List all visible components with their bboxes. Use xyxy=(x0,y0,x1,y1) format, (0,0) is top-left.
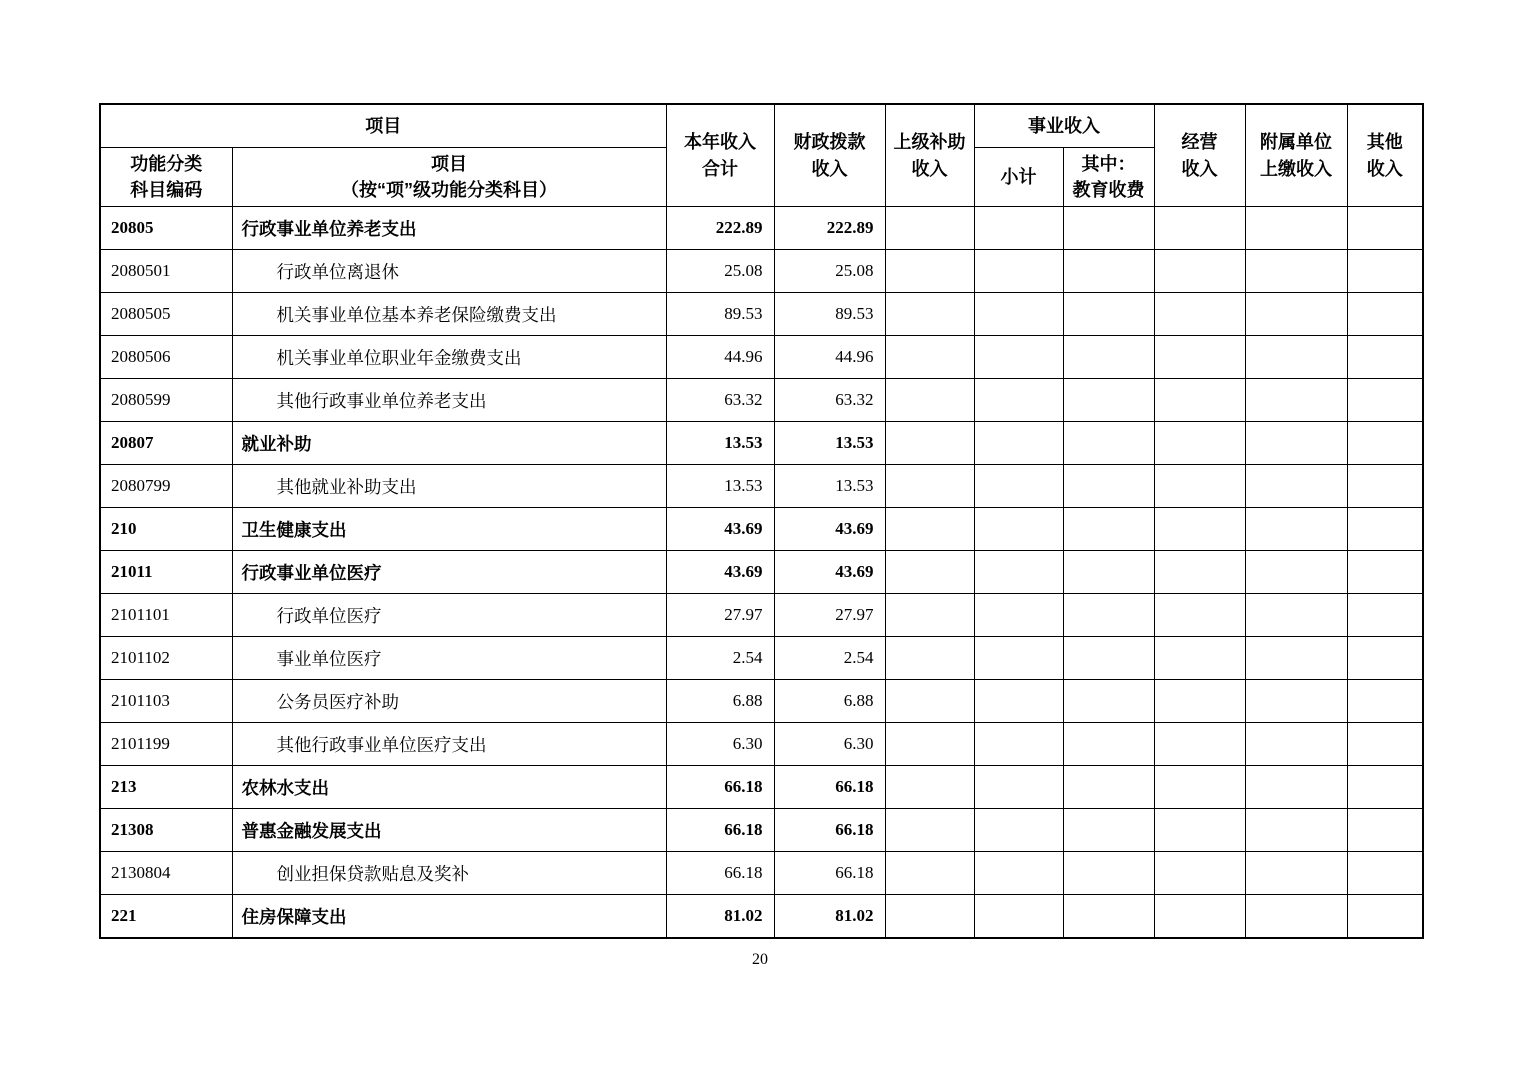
total-income-cell: 63.32 xyxy=(666,379,774,422)
operating-income-cell xyxy=(1154,766,1245,809)
total-income-cell: 43.69 xyxy=(666,508,774,551)
affiliated-remit-cell xyxy=(1245,680,1347,723)
education-fee-cell xyxy=(1063,637,1154,680)
fiscal-allocation-cell: 222.89 xyxy=(774,207,885,250)
education-fee-cell xyxy=(1063,422,1154,465)
superior-subsidy-cell xyxy=(885,207,974,250)
header-total-income: 本年收入 合计 xyxy=(666,104,774,207)
superior-subsidy-cell xyxy=(885,250,974,293)
operating-income-cell xyxy=(1154,594,1245,637)
affiliated-remit-cell xyxy=(1245,723,1347,766)
education-fee-cell xyxy=(1063,379,1154,422)
item-name-cell: 农林水支出 xyxy=(232,766,666,809)
affiliated-remit-cell xyxy=(1245,809,1347,852)
code-cell: 213 xyxy=(100,766,232,809)
operating-income-cell xyxy=(1154,723,1245,766)
business-subtotal-cell xyxy=(974,594,1063,637)
business-subtotal-cell xyxy=(974,766,1063,809)
other-income-cell xyxy=(1347,766,1423,809)
table-row xyxy=(100,594,1423,637)
code-cell: 2101102 xyxy=(100,637,232,680)
fiscal-allocation-cell: 81.02 xyxy=(774,895,885,939)
code-cell: 221 xyxy=(100,895,232,939)
code-cell: 2080505 xyxy=(100,293,232,336)
other-income-cell xyxy=(1347,336,1423,379)
operating-income-cell xyxy=(1154,336,1245,379)
affiliated-remit-cell xyxy=(1245,766,1347,809)
education-fee-cell xyxy=(1063,508,1154,551)
business-subtotal-cell xyxy=(974,809,1063,852)
operating-income-cell xyxy=(1154,508,1245,551)
operating-income-cell xyxy=(1154,551,1245,594)
header-project-group: 项目 xyxy=(100,104,666,148)
total-income-cell: 66.18 xyxy=(666,809,774,852)
fiscal-allocation-cell: 2.54 xyxy=(774,637,885,680)
table-row xyxy=(100,250,1423,293)
fiscal-allocation-cell: 6.88 xyxy=(774,680,885,723)
education-fee-cell xyxy=(1063,723,1154,766)
total-income-cell: 44.96 xyxy=(666,336,774,379)
other-income-cell xyxy=(1347,250,1423,293)
code-cell: 20805 xyxy=(100,207,232,250)
education-fee-cell xyxy=(1063,809,1154,852)
item-name-cell: 机关事业单位基本养老保险缴费支出 xyxy=(232,293,666,336)
affiliated-remit-cell xyxy=(1245,293,1347,336)
table-row xyxy=(100,680,1423,723)
total-income-cell: 2.54 xyxy=(666,637,774,680)
total-income-cell: 13.53 xyxy=(666,465,774,508)
item-name-cell: 机关事业单位职业年金缴费支出 xyxy=(232,336,666,379)
business-subtotal-cell xyxy=(974,207,1063,250)
other-income-cell xyxy=(1347,680,1423,723)
superior-subsidy-cell xyxy=(885,293,974,336)
code-cell: 21308 xyxy=(100,809,232,852)
superior-subsidy-cell xyxy=(885,508,974,551)
other-income-cell xyxy=(1347,809,1423,852)
table-row xyxy=(100,293,1423,336)
affiliated-remit-cell xyxy=(1245,551,1347,594)
affiliated-remit-cell xyxy=(1245,379,1347,422)
operating-income-cell xyxy=(1154,465,1245,508)
total-income-cell: 25.08 xyxy=(666,250,774,293)
fiscal-allocation-cell: 89.53 xyxy=(774,293,885,336)
business-subtotal-cell xyxy=(974,637,1063,680)
superior-subsidy-cell xyxy=(885,594,974,637)
header-superior-subsidy: 上级补助 收入 xyxy=(885,104,974,207)
total-income-cell: 6.30 xyxy=(666,723,774,766)
item-name-cell: 住房保障支出 xyxy=(232,895,666,939)
fiscal-allocation-cell: 13.53 xyxy=(774,422,885,465)
affiliated-remit-cell xyxy=(1245,594,1347,637)
header-education-fee: 其中： 教育收费 xyxy=(1063,148,1154,207)
code-cell: 21011 xyxy=(100,551,232,594)
table-row xyxy=(100,637,1423,680)
business-subtotal-cell xyxy=(974,723,1063,766)
table-row xyxy=(100,852,1423,895)
item-name-cell: 创业担保贷款贴息及奖补 xyxy=(232,852,666,895)
fiscal-allocation-cell: 43.69 xyxy=(774,508,885,551)
affiliated-remit-cell xyxy=(1245,207,1347,250)
table-row xyxy=(100,379,1423,422)
education-fee-cell xyxy=(1063,250,1154,293)
education-fee-cell xyxy=(1063,465,1154,508)
education-fee-cell xyxy=(1063,852,1154,895)
code-cell: 2080501 xyxy=(100,250,232,293)
table-row xyxy=(100,723,1423,766)
fiscal-allocation-cell: 13.53 xyxy=(774,465,885,508)
education-fee-cell xyxy=(1063,551,1154,594)
header-business-subtotal: 小计 xyxy=(974,148,1063,207)
other-income-cell xyxy=(1347,852,1423,895)
header-row-1 xyxy=(100,104,1423,148)
operating-income-cell xyxy=(1154,207,1245,250)
fiscal-allocation-cell: 63.32 xyxy=(774,379,885,422)
education-fee-cell xyxy=(1063,594,1154,637)
code-cell: 2101101 xyxy=(100,594,232,637)
other-income-cell xyxy=(1347,422,1423,465)
item-name-cell: 就业补助 xyxy=(232,422,666,465)
superior-subsidy-cell xyxy=(885,895,974,939)
item-name-cell: 普惠金融发展支出 xyxy=(232,809,666,852)
item-name-cell: 公务员医疗补助 xyxy=(232,680,666,723)
superior-subsidy-cell xyxy=(885,809,974,852)
operating-income-cell xyxy=(1154,250,1245,293)
total-income-cell: 6.88 xyxy=(666,680,774,723)
education-fee-cell xyxy=(1063,766,1154,809)
superior-subsidy-cell xyxy=(885,379,974,422)
table-row xyxy=(100,465,1423,508)
code-cell: 2080599 xyxy=(100,379,232,422)
code-cell: 2080506 xyxy=(100,336,232,379)
item-name-cell: 其他行政事业单位养老支出 xyxy=(232,379,666,422)
business-subtotal-cell xyxy=(974,379,1063,422)
other-income-cell xyxy=(1347,637,1423,680)
total-income-cell: 222.89 xyxy=(666,207,774,250)
header-affiliated-remit: 附属单位 上缴收入 xyxy=(1245,104,1347,207)
superior-subsidy-cell xyxy=(885,680,974,723)
fiscal-allocation-cell: 6.30 xyxy=(774,723,885,766)
fiscal-allocation-cell: 44.96 xyxy=(774,336,885,379)
operating-income-cell xyxy=(1154,809,1245,852)
item-name-cell: 行政事业单位养老支出 xyxy=(232,207,666,250)
table-row xyxy=(100,207,1423,250)
total-income-cell: 66.18 xyxy=(666,852,774,895)
item-name-cell: 行政事业单位医疗 xyxy=(232,551,666,594)
table-row xyxy=(100,895,1423,939)
superior-subsidy-cell xyxy=(885,551,974,594)
table-row xyxy=(100,766,1423,809)
table-body xyxy=(100,207,1423,939)
header-fiscal-allocation: 财政拨款 收入 xyxy=(774,104,885,207)
affiliated-remit-cell xyxy=(1245,852,1347,895)
business-subtotal-cell xyxy=(974,293,1063,336)
other-income-cell xyxy=(1347,465,1423,508)
table-row xyxy=(100,809,1423,852)
other-income-cell xyxy=(1347,379,1423,422)
operating-income-cell xyxy=(1154,895,1245,939)
fiscal-allocation-cell: 25.08 xyxy=(774,250,885,293)
header-function-code: 功能分类 科目编码 xyxy=(100,148,232,207)
header-other-income: 其他 收入 xyxy=(1347,104,1423,207)
affiliated-remit-cell xyxy=(1245,895,1347,939)
education-fee-cell xyxy=(1063,895,1154,939)
total-income-cell: 89.53 xyxy=(666,293,774,336)
other-income-cell xyxy=(1347,293,1423,336)
fiscal-allocation-cell: 66.18 xyxy=(774,852,885,895)
total-income-cell: 43.69 xyxy=(666,551,774,594)
other-income-cell xyxy=(1347,508,1423,551)
superior-subsidy-cell xyxy=(885,723,974,766)
other-income-cell xyxy=(1347,723,1423,766)
superior-subsidy-cell xyxy=(885,637,974,680)
superior-subsidy-cell xyxy=(885,465,974,508)
business-subtotal-cell xyxy=(974,250,1063,293)
code-cell: 2101199 xyxy=(100,723,232,766)
header-project-item: 项目 （按“项”级功能分类科目） xyxy=(232,148,666,207)
code-cell: 20807 xyxy=(100,422,232,465)
table-row xyxy=(100,508,1423,551)
fiscal-allocation-cell: 66.18 xyxy=(774,766,885,809)
operating-income-cell xyxy=(1154,637,1245,680)
affiliated-remit-cell xyxy=(1245,508,1347,551)
business-subtotal-cell xyxy=(974,895,1063,939)
affiliated-remit-cell xyxy=(1245,336,1347,379)
item-name-cell: 行政单位离退休 xyxy=(232,250,666,293)
item-name-cell: 事业单位医疗 xyxy=(232,637,666,680)
education-fee-cell xyxy=(1063,680,1154,723)
total-income-cell: 81.02 xyxy=(666,895,774,939)
fiscal-allocation-cell: 66.18 xyxy=(774,809,885,852)
header-business-income-group: 事业收入 xyxy=(974,104,1154,148)
item-name-cell: 卫生健康支出 xyxy=(232,508,666,551)
table-header xyxy=(100,104,1423,207)
affiliated-remit-cell xyxy=(1245,250,1347,293)
table-row xyxy=(100,336,1423,379)
operating-income-cell xyxy=(1154,852,1245,895)
business-subtotal-cell xyxy=(974,336,1063,379)
affiliated-remit-cell xyxy=(1245,422,1347,465)
education-fee-cell xyxy=(1063,336,1154,379)
business-subtotal-cell xyxy=(974,422,1063,465)
education-fee-cell xyxy=(1063,293,1154,336)
business-subtotal-cell xyxy=(974,852,1063,895)
fiscal-allocation-cell: 27.97 xyxy=(774,594,885,637)
operating-income-cell xyxy=(1154,422,1245,465)
operating-income-cell xyxy=(1154,680,1245,723)
table-row xyxy=(100,551,1423,594)
superior-subsidy-cell xyxy=(885,336,974,379)
business-subtotal-cell xyxy=(974,465,1063,508)
total-income-cell: 27.97 xyxy=(666,594,774,637)
code-cell: 2080799 xyxy=(100,465,232,508)
superior-subsidy-cell xyxy=(885,766,974,809)
education-fee-cell xyxy=(1063,207,1154,250)
header-operating-income: 经营 收入 xyxy=(1154,104,1245,207)
code-cell: 210 xyxy=(100,508,232,551)
income-budget-table xyxy=(99,103,1424,939)
total-income-cell: 66.18 xyxy=(666,766,774,809)
superior-subsidy-cell xyxy=(885,422,974,465)
affiliated-remit-cell xyxy=(1245,465,1347,508)
page-number: 20 xyxy=(752,951,768,968)
business-subtotal-cell xyxy=(974,680,1063,723)
item-name-cell: 行政单位医疗 xyxy=(232,594,666,637)
other-income-cell xyxy=(1347,207,1423,250)
superior-subsidy-cell xyxy=(885,852,974,895)
other-income-cell xyxy=(1347,551,1423,594)
operating-income-cell xyxy=(1154,293,1245,336)
code-cell: 2101103 xyxy=(100,680,232,723)
other-income-cell xyxy=(1347,594,1423,637)
code-cell: 2130804 xyxy=(100,852,232,895)
fiscal-allocation-cell: 43.69 xyxy=(774,551,885,594)
operating-income-cell xyxy=(1154,379,1245,422)
business-subtotal-cell xyxy=(974,508,1063,551)
item-name-cell: 其他就业补助支出 xyxy=(232,465,666,508)
table-row xyxy=(100,422,1423,465)
affiliated-remit-cell xyxy=(1245,637,1347,680)
total-income-cell: 13.53 xyxy=(666,422,774,465)
business-subtotal-cell xyxy=(974,551,1063,594)
item-name-cell: 其他行政事业单位医疗支出 xyxy=(232,723,666,766)
other-income-cell xyxy=(1347,895,1423,939)
